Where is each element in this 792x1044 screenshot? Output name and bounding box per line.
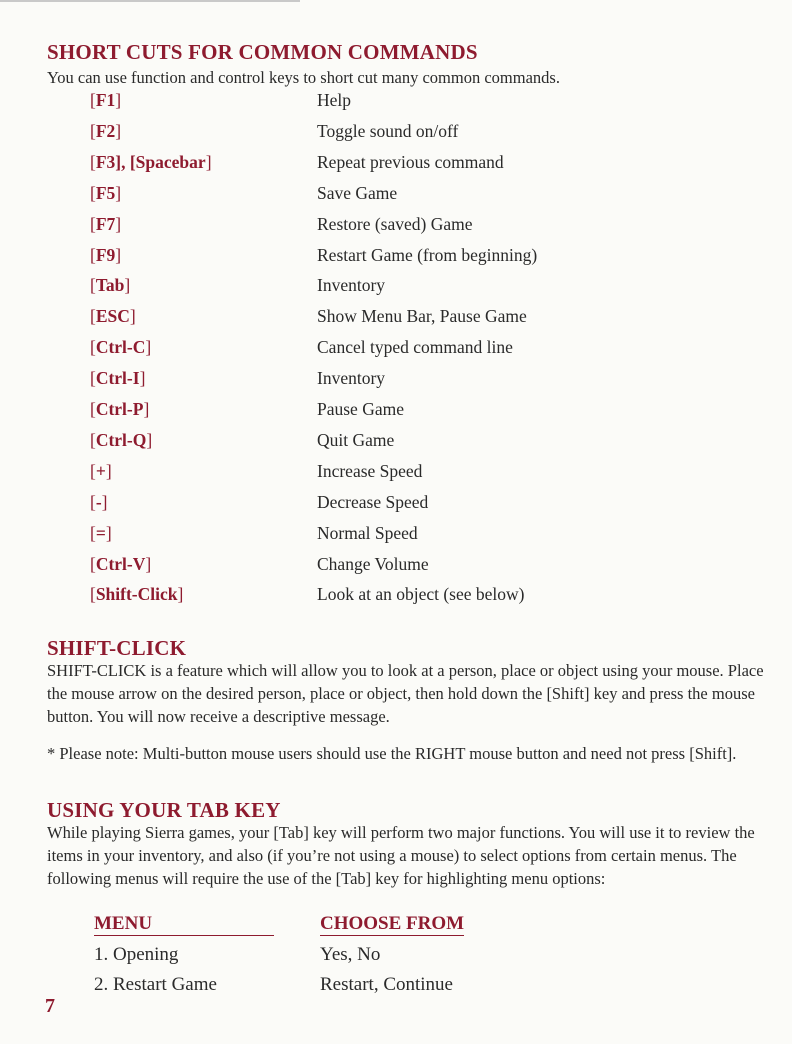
shortcut-row [0,121,792,145]
shortcut-action: Quit Game [317,429,395,450]
shortcut-action: Restart Game (from beginning) [317,244,538,265]
shortcuts-intro: You can use function and control keys to short cut many common commands. [47,68,560,87]
shortcut-row [0,399,792,423]
shortcut-row [0,523,792,547]
shortcut-action: Pause Game [317,399,404,419]
shortcut-key: [Ctrl-V] [90,553,152,574]
menu-option-row [0,944,792,970]
shift-click-heading: SHIFT-CLICK [47,636,187,660]
shortcut-key: [Shift-Click] [90,584,184,605]
menu-name: 1. Opening [94,944,179,965]
shortcut-action: Inventory [317,275,386,296]
shortcut-row [0,554,792,578]
shortcut-key: [F7] [90,213,122,234]
shortcut-key: [Ctrl-I] [90,368,146,389]
shortcut-row [0,492,792,516]
tab-key-heading: USING YOUR TAB KEY [47,798,281,822]
top-border-rule [0,0,300,2]
menu-choices: Restart, Continue [320,974,453,995]
shortcut-row [0,461,792,485]
shortcut-key: [F1] [90,90,122,110]
shortcut-row [0,183,792,207]
shortcut-key: [+] [90,460,112,481]
shortcut-key: [-] [90,491,108,512]
shortcut-key: [Tab] [90,275,131,296]
shortcut-row [0,245,792,269]
shortcut-key: [F3], [Spacebar] [90,151,212,172]
shortcut-action: Show Menu Bar, Pause Game [317,306,527,327]
shortcut-action: Toggle sound on/off [317,120,459,141]
shortcut-key: [F5] [90,182,122,203]
menu-option-row [0,974,792,1000]
shortcut-row [0,90,792,114]
shortcut-row [0,306,792,330]
shortcut-action: Inventory [317,368,386,389]
shortcut-action: Save Game [317,182,398,203]
shortcut-action: Change Volume [317,553,429,574]
menu-choices: Yes, No [320,944,381,965]
shortcut-key: [Ctrl-P] [90,399,150,419]
shortcut-action: Decrease Speed [317,491,429,512]
page-number: 7 [45,995,55,1017]
shortcut-key: [Ctrl-Q] [90,429,153,450]
shift-click-note: * Please note: Multi-button mouse users should use the RIGHT mouse button and need not press [Shift]. [47,744,737,763]
shortcut-action: Cancel typed command line [317,337,513,358]
menu-column-header: MENU [94,913,274,936]
shortcut-row [0,275,792,299]
shortcut-row [0,368,792,392]
shortcut-row [0,152,792,176]
shortcuts-heading: SHORT CUTS FOR COMMON COMMANDS [47,40,478,64]
shortcut-key: [Ctrl-C] [90,337,152,358]
shortcut-row [0,214,792,238]
shortcut-row [0,337,792,361]
shortcut-action: Look at an object (see below) [317,584,525,605]
shortcut-action: Increase Speed [317,460,423,481]
shortcut-key: [=] [90,522,112,543]
shortcut-row [0,584,792,608]
shortcut-action: Restore (saved) Game [317,213,473,234]
shortcut-key: [F9] [90,244,122,265]
shortcut-row [0,430,792,454]
shortcut-action: Normal Speed [317,522,418,543]
menu-name: 2. Restart Game [94,974,217,995]
shortcut-key: [ESC] [90,306,136,327]
shortcut-action: Help [317,90,352,110]
shortcut-action: Repeat previous command [317,151,504,172]
shift-click-body: SHIFT-CLICK is a feature which will allow you to look at a person, place or object using your mouse. Place the mouse arrow on the desired person, place or object, then hold down the [Shift] key and press the mouse button. You will now receive a descriptive message. [47,661,764,726]
tab-key-body: While playing Sierra games, your [Tab] key will perform two major functions. You will use it to review the items in your inventory, and also (if you’re not using a mouse) to select options from certain menus. The following menus will require the use of the [Tab] key for highlighting menu options: [47,823,755,888]
choose-from-column-header: CHOOSE FROM [320,913,465,934]
shortcut-key: [F2] [90,120,122,141]
